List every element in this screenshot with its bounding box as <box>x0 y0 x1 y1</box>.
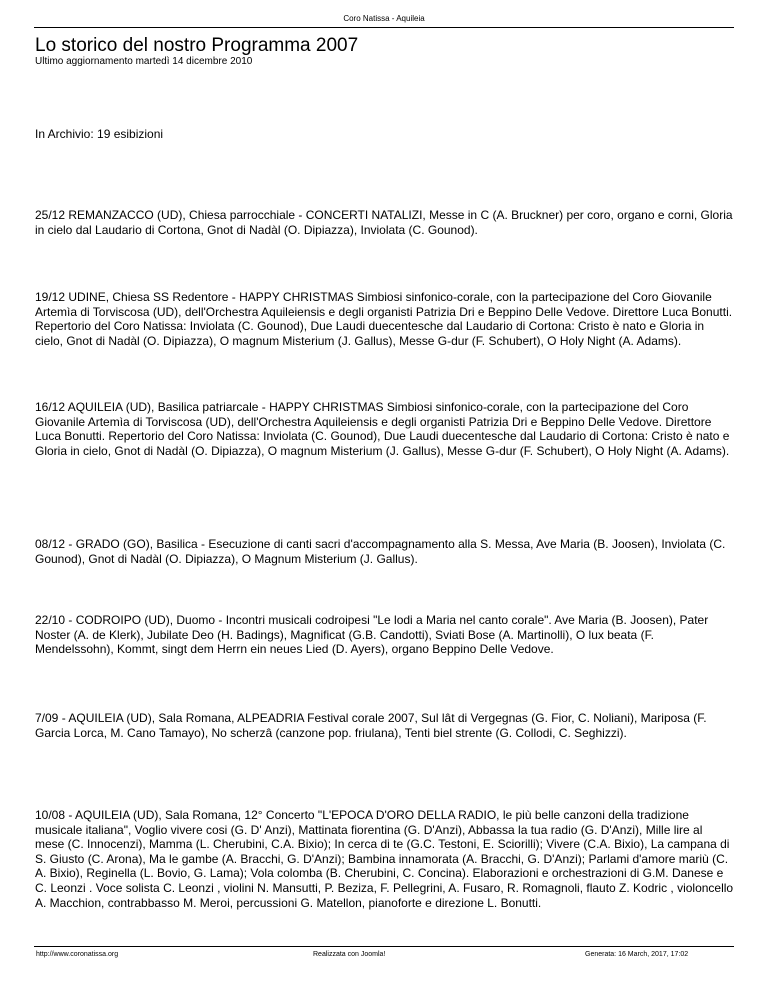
page-header: Coro Natissa - Aquileia <box>343 14 425 23</box>
program-entry-6: 7/09 - AQUILEIA (UD), Sala Romana, ALPEADRIA Festival corale 2007, Sul lât di Vergegnas (G. Fior, C. Noliani), Mariposa (F. Garcia Lorca, M. Cano Tamayo), No scherzâ (canzone pop. friulana), Tenti biel strente (G. Collodi, C. Seghizzi). <box>35 711 707 740</box>
program-entry-7: 10/08 - AQUILEIA (UD), Sala Romana, 12° Concerto "L'EPOCA D'ORO DELLA RADIO, le più belle canzoni della tradizione musicale italiana", Voglio vivere cosi (G. D' Anzi), Mattinata fiorentina (G. D'Anzi), Abbassa la tua radio (G. D'Anzi), Mille lire al mese (C. Innocenzi), Mamma (L. Cherubini, C.A. Bixio); In cerca di te (G.C. Testoni, E. Sciorilli); Vivere (C.A. Bixio), La campana di S. Giusto (C. Arona), Ma le gambe (A. Bracchi, G. D'Anzi); Bambina innamorata (A. Bracchi, G. D'Anzi); Parlami d'amore mariù (C. A. Bixio), Reginella (L. Bovio, G. Lama); Vola colomba (B. Cherubini, C. Concina). Elaborazioni e orchestrazioni di G.M. Danese e C. Leonzi . Voce solista C. Leonzi , violini N. Mansutti, P. Beziza, F. Pellegrini, A. Fusaro, R. Romagnoli, flauto Z. Kodric , violoncello A. Macchion, contrabbasso M. Meroi, percussioni G. Matellon, pianoforte e direzione L. Bonutti. <box>35 808 734 910</box>
footer-site-url[interactable]: http://www.coronatissa.org <box>36 951 119 958</box>
last-updated: Ultimo aggiornamento martedì 14 dicembre 2010 <box>35 56 253 67</box>
program-entry-3: 16/12 AQUILEIA (UD), Basilica patriarcale - HAPPY CHRISTMAS Simbiosi sinfonico-corale, con la partecipazione del Coro Giovanile Artemìa di Torviscosa (UD), dell'Orchestra Aquileiensis e degli organisti Patrizia Dri e Beppino Delle Vedove. Direttore Luca Bonutti. Repertorio del Coro Natissa: Inviolata (C. Gounod), Due Laudi duecentesche dal Laudario di Cortona: Cristo è nato e Gloria in cielo, Gnot di Nadàl (O. Dipiazza), O magnum Misterium (J. Gallus), Messe G-dur (F. Schubert), O Holy Night (A. Adams). <box>35 400 730 458</box>
page-title: Lo storico del nostro Programma 2007 <box>35 35 359 56</box>
header-divider <box>34 27 734 28</box>
archive-count: In Archivio: 19 esibizioni <box>35 127 164 141</box>
footer-credit: Realizzata con Joomla! <box>313 951 386 958</box>
program-entry-1: 25/12 REMANZACCO (UD), Chiesa parrocchiale - CONCERTI NATALIZI, Messe in C (A. Bruckner) per coro, organo e corni, Gloria in cielo dal Laudario di Cortona, Gnot di Nadàl (O. Dipiazza), Inviolata (C. Gounod). <box>35 208 733 237</box>
program-entry-2: 19/12 UDINE, Chiesa SS Redentore - HAPPY CHRISTMAS Simbiosi sinfonico-corale, con la partecipazione del Coro Giovanile Artemìa di Torviscosa (UD), dell'Orchestra Aquileiensis e degli organisti Patrizia Dri e Beppino Delle Vedove. Direttore Luca Bonutti. Repertorio del Coro Natissa: Inviolata (C. Gounod), Due Laudi duecentesche dal Laudario di Cortona: Cristo è nato e Gloria in cielo, Gnot di Nadàl (O. Dipiazza), O magnum Misterium (J. Gallus), Messe G-dur (F. Schubert), O Holy Night (A. Adams). <box>35 290 733 348</box>
footer-divider <box>34 946 734 947</box>
footer-generated-date: Generata: 16 March, 2017, 17:02 <box>585 951 689 958</box>
program-entry-5: 22/10 - CODROIPO (UD), Duomo - Incontri musicali codroipesi "Le lodi a Maria nel canto corale". Ave Maria (B. Joosen), Pater Noster (A. de Klerk), Jubilate Deo (H. Badings), Magnificat (G.B. Candotti), Sviati Bose (A. Martinolli), O lux beata (F. Mendelssohn), Kommt, singt dem Herrn ein neues Lied (D. Ayers), organo Beppino Delle Vedove. <box>35 613 709 657</box>
program-entry-4: 08/12 - GRADO (GO), Basilica - Esecuzione di canti sacri d'accompagnamento alla S. Messa, Ave Maria (B. Joosen), Inviolata (C. Gounod), Gnot di Nadàl (O. Dipiazza), O Magnum Misterium (J. Gallus). <box>35 537 726 566</box>
